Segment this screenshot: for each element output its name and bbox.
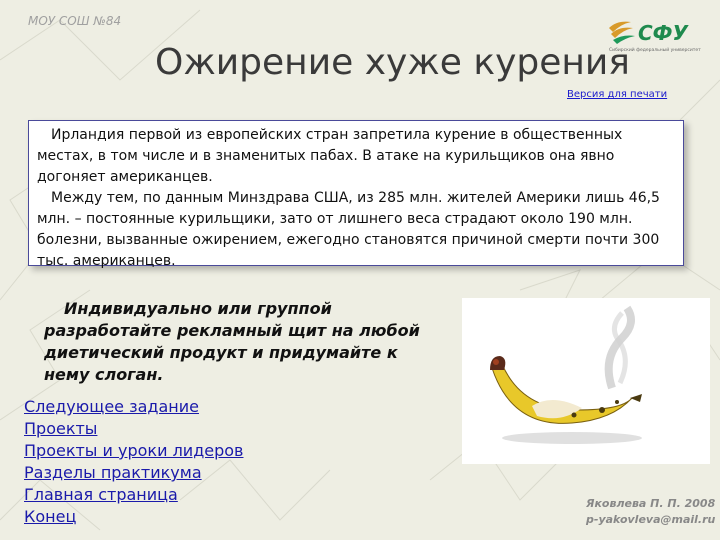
author-email: p-yakovleva@mail.ru — [586, 513, 716, 526]
school-name: МОУ СОШ №84 — [28, 14, 122, 28]
print-version-link[interactable]: Версия для печати — [567, 89, 668, 100]
leaders-projects-link[interactable]: Проекты и уроки лидеров — [24, 441, 244, 460]
task-text: Индивидуально или группой разработайте рекламный щит на любой диетический продукт и придумайте к нему слоган. — [44, 299, 420, 384]
page-title: Ожирение хуже курения — [155, 42, 630, 83]
logo-subtitle: Сибирский федеральный университет — [609, 48, 701, 53]
workshop-sections-link[interactable]: Разделы практикума — [24, 463, 202, 482]
navigation-links — [24, 396, 243, 528]
author-name: Яковлева П. П. 2008 — [586, 497, 716, 510]
info-textbox — [28, 120, 684, 269]
logo-text: СФУ — [638, 21, 688, 45]
info-paragraph: Ирландия первой из европейских стран запретила курение в общественных местах, в том числе и в знаменитых пабах. В атаке на курильщиков она явно догоняет американцев. — [37, 127, 623, 185]
end-link[interactable]: Конец — [24, 507, 77, 526]
projects-link[interactable]: Проекты — [24, 419, 98, 438]
info-paragraph: Между тем, по данным Минздрава США, из 285 млн. жителей Америки лишь 46,5 млн. – постоянные курильщики, зато от лишнего веса страдают около 190 млн. болезни, вызванные ожирением, ежегодно становятся причиной смерти почти 300 тыс. американцев. — [37, 190, 660, 269]
next-task-link[interactable]: Следующее задание — [24, 397, 199, 416]
banana-cigarette-image — [462, 298, 710, 464]
university-logo — [605, 14, 705, 54]
home-page-link[interactable]: Главная страница — [24, 485, 178, 504]
sfu-logo-icon — [605, 14, 705, 54]
author-info — [586, 496, 716, 528]
